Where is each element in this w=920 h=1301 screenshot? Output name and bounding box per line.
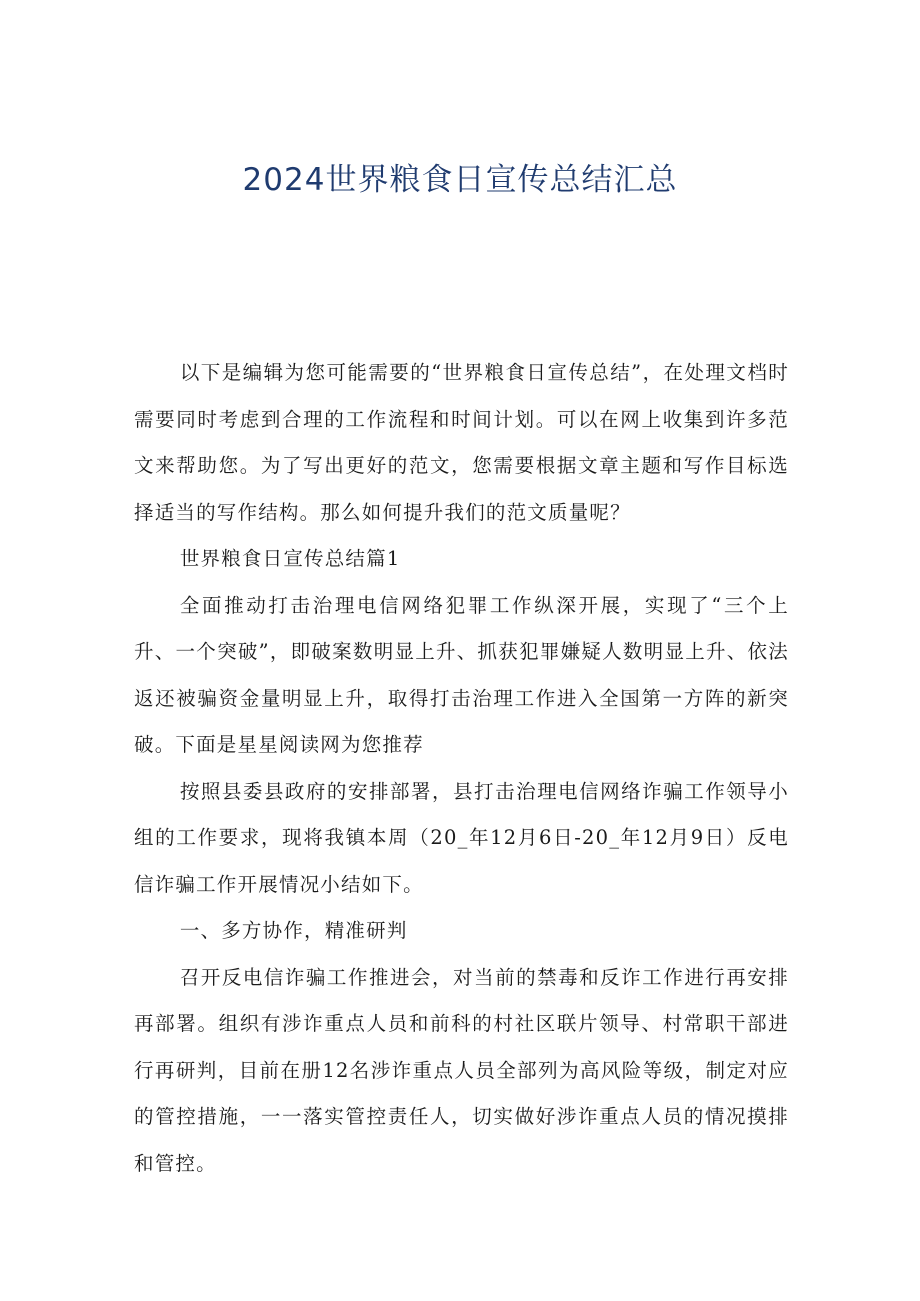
- body-paragraph: 召开反电信诈骗工作推进会，对当前的禁毒和反诈工作进行再安排再部署。组织有涉诈重点人员和前科的村社区联片领导、村常职干部进行再研判，目前在册12名涉诈重点人员全部列为高风险等级，制定对应的管控措施，一一落实管控责任人，切实做好涉诈重点人员的情况摸排和管控。: [134, 965, 789, 1175]
- body-paragraph: 全面推动打击治理电信网络犯罪工作纵深开展，实现了“三个上升、一个突破”，即破案数明显上升、抓获犯罪嫌疑人数明显上升、依法返还被骗资金量明显上升，取得打击治理工作进入全国第一方阵的新突破。下面是星星阅读网为您推荐: [134, 593, 789, 756]
- document-title: 2024世界粮食日宣传总结汇总: [242, 162, 678, 198]
- document-body: [134, 350, 789, 1187]
- intro-paragraph: 以下是编辑为您可能需要的“世界粮食日宣传总结”，在处理文档时需要同时考虑到合理的工作流程和时间计划。可以在网上收集到许多范文来帮助您。为了写出更好的范文，您需要根据文章主题和写作目标选择适当的写作结构。那么如何提升我们的范文质量呢？: [134, 361, 789, 524]
- section-heading: 世界粮食日宣传总结篇1: [179, 547, 401, 570]
- body-paragraph: 按照县委县政府的安排部署，县打击治理电信网络诈骗工作领导小组的工作要求，现将我镇本周（20_年12月6日-20_年12月9日）反电信诈骗工作开展情况小结如下。: [134, 779, 789, 896]
- subsection-heading: 一、多方协作，精准研判: [179, 919, 408, 942]
